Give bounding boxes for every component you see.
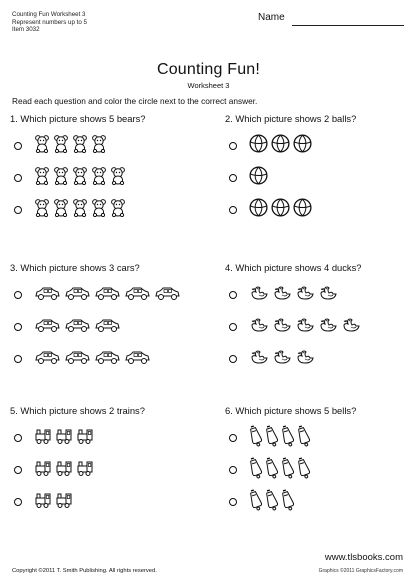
bell-icon [265,489,278,516]
answer-circle[interactable] [229,355,237,363]
picture-group [249,489,294,516]
answer-option[interactable] [14,316,121,338]
duck-icon [249,285,269,306]
duck-icon [341,317,361,338]
bell-icon [281,457,294,484]
duck-icon [295,285,315,306]
duck-icon [318,285,338,306]
answer-option[interactable] [14,427,94,449]
bell-icon [249,457,262,484]
train-icon [34,459,52,482]
answer-circle[interactable] [229,291,237,299]
graphics-credit: Graphics ©2011 GraphicsFactory.com [318,568,403,574]
answer-circle[interactable] [229,142,237,150]
car-icon [124,285,151,306]
answer-option[interactable] [14,459,94,481]
bear-icon [72,198,88,222]
answer-circle[interactable] [14,498,22,506]
duck-icon [272,317,292,338]
meta-line: Counting Fun Worksheet 3 [12,11,86,18]
answer-circle[interactable] [14,206,22,214]
answer-circle[interactable] [14,323,22,331]
duck-icon [249,349,269,370]
car-icon [34,349,61,370]
duck-icon [272,349,292,370]
car-icon [34,317,61,338]
answer-option[interactable] [14,491,73,513]
question-4 [225,262,417,274]
name-line[interactable] [292,25,404,26]
duck-icon [295,349,315,370]
worksheet-meta [12,11,87,34]
instructions: Read each question and color the circle next to the correct answer. [12,96,258,106]
train-icon [34,491,52,514]
duck-icon [249,317,269,338]
ball-icon [249,134,268,158]
question-2 [225,113,417,125]
answer-option[interactable] [229,316,361,338]
picture-group [34,198,126,222]
car-icon [94,285,121,306]
picture-group [249,317,361,338]
answer-circle[interactable] [14,142,22,150]
page-subtitle: Worksheet 3 [187,81,230,90]
duck-icon [295,317,315,338]
bear-icon [72,134,88,158]
answer-circle[interactable] [229,174,237,182]
bear-icon [34,134,50,158]
answer-circle[interactable] [14,466,22,474]
train-icon [55,427,73,450]
answer-option[interactable] [14,284,181,306]
picture-group [249,198,312,222]
answer-circle[interactable] [14,291,22,299]
bear-icon [34,166,50,190]
bear-icon [91,198,107,222]
question-text: 3. Which picture shows 3 cars? [10,262,140,273]
picture-group [249,457,310,484]
answer-circle[interactable] [14,174,22,182]
train-icon [76,459,94,482]
question-6 [225,405,417,417]
bear-icon [91,134,107,158]
ball-icon [293,134,312,158]
train-icon [34,427,52,450]
question-text: 5. Which picture shows 2 trains? [10,405,145,416]
bell-icon [297,457,310,484]
car-icon [34,285,61,306]
question-text: 1. Which picture shows 5 bears? [10,113,146,124]
answer-circle[interactable] [14,434,22,442]
car-icon [94,349,121,370]
name-label: Name [258,12,285,23]
answer-option[interactable] [14,135,107,157]
picture-group [34,285,181,306]
answer-option[interactable] [229,135,312,157]
bear-icon [53,134,69,158]
picture-group [34,349,151,370]
bear-icon [53,166,69,190]
copyright-text: Copyright ©2011 T. Smith Publishing. All rights reserved. [12,568,157,574]
question-text: 2. Which picture shows 2 balls? [225,113,357,124]
bear-icon [110,166,126,190]
page-title: Counting Fun! [156,61,261,78]
ball-icon [293,198,312,222]
bear-icon [34,198,50,222]
answer-option[interactable] [229,427,310,449]
picture-group [34,459,94,482]
answer-circle[interactable] [229,323,237,331]
answer-option[interactable] [14,167,126,189]
car-icon [154,285,181,306]
bear-icon [110,198,126,222]
train-icon [55,491,73,514]
picture-group [34,317,121,338]
website-link[interactable]: www.tlsbooks.com [324,552,403,563]
car-icon [64,349,91,370]
picture-group [249,285,338,306]
ball-icon [271,134,290,158]
bell-icon [249,489,262,516]
bell-icon [265,457,278,484]
duck-icon [318,317,338,338]
meta-line: Item 3032 [12,26,40,34]
train-icon [55,459,73,482]
answer-circle[interactable] [229,434,237,442]
answer-option[interactable] [229,491,294,513]
answer-option[interactable] [229,167,268,189]
question-5 [10,405,210,417]
picture-group [34,491,73,514]
car-icon [124,349,151,370]
bell-icon [265,425,278,452]
answer-option[interactable] [229,284,338,306]
picture-group [249,349,315,370]
bell-icon [281,489,294,516]
meta-line: Represent numbers up to 5 [12,18,87,26]
car-icon [94,317,121,338]
bear-icon [72,166,88,190]
picture-group [34,134,107,158]
picture-group [249,166,268,190]
ball-icon [249,198,268,222]
bear-icon [53,198,69,222]
picture-group [249,425,310,452]
duck-icon [272,285,292,306]
picture-group [249,134,312,158]
car-icon [64,317,91,338]
picture-group [34,166,126,190]
question-text: 6. Which picture shows 5 bells? [225,405,357,416]
answer-option[interactable] [14,348,151,370]
bell-icon [281,425,294,452]
picture-group [34,427,94,450]
answer-circle[interactable] [14,355,22,363]
answer-circle[interactable] [229,206,237,214]
question-1 [10,113,210,125]
train-icon [76,427,94,450]
answer-option[interactable] [229,348,315,370]
question-text: 4. Which picture shows 4 ducks? [225,262,362,273]
answer-option[interactable] [229,199,312,221]
question-3 [10,262,210,274]
bear-icon [91,166,107,190]
ball-icon [271,198,290,222]
answer-circle[interactable] [229,498,237,506]
bell-icon [297,425,310,452]
ball-icon [249,166,268,190]
answer-circle[interactable] [229,466,237,474]
bell-icon [249,425,262,452]
car-icon [64,285,91,306]
answer-option[interactable] [229,459,310,481]
answer-option[interactable] [14,199,126,221]
